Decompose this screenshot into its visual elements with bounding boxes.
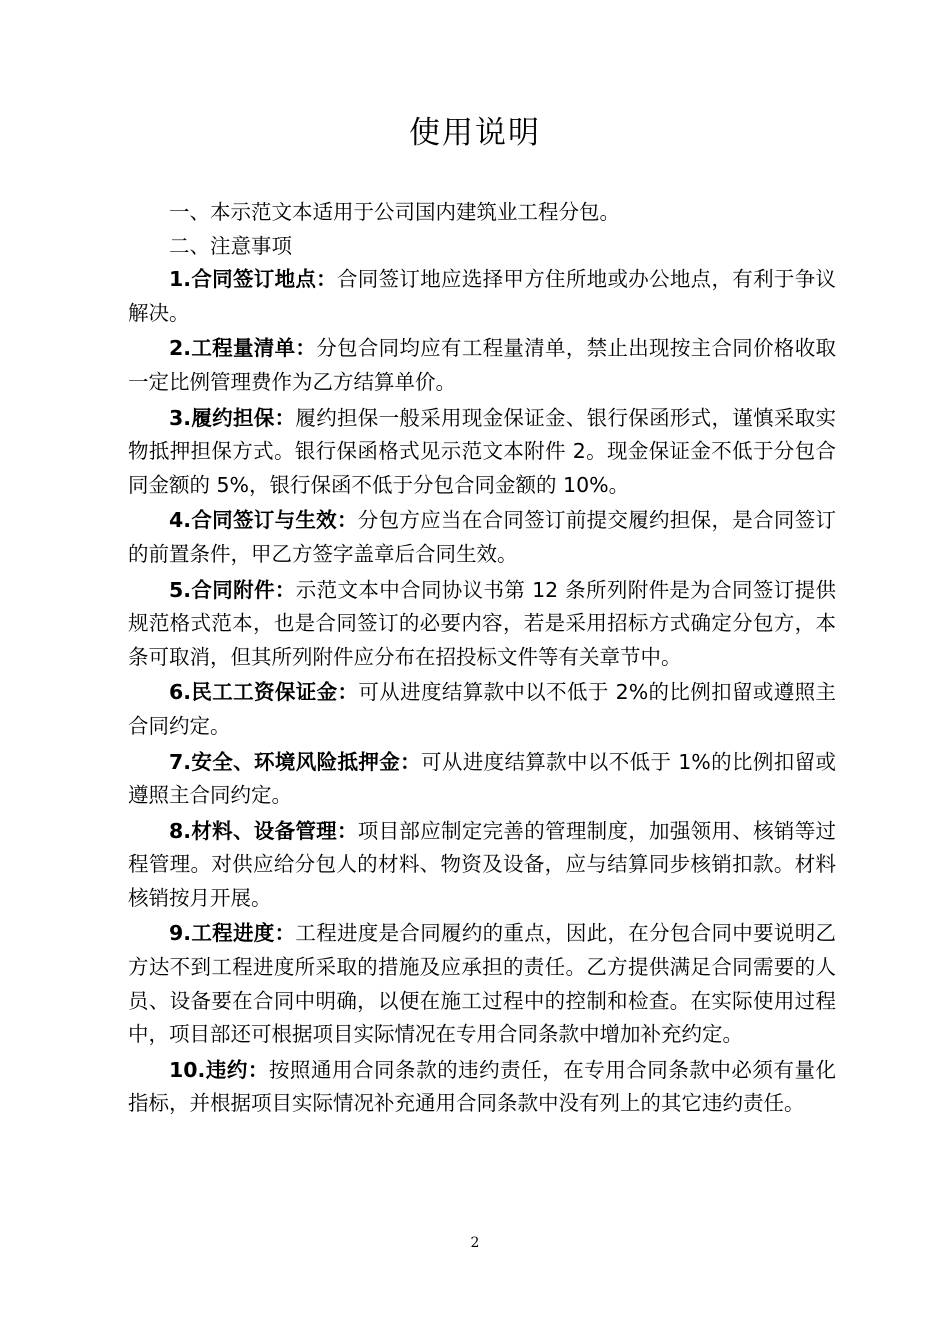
item-text: 履约担保一般采用现金保证金、银行保函形式，谨慎采取实物抵押担保方式。银行保函格式见示范文本附件 2。现金保证金不低于分包合同金额的 5%，银行保函不低于分包合同金额的 10%。 — [128, 405, 836, 497]
item-text: 可从进度结算款中以不低于 2%的比例扣留或遵照主合同约定。 — [128, 680, 836, 738]
item-heading: 4.合同签订与生效： — [169, 508, 358, 533]
page-number: 2 — [470, 1235, 480, 1251]
list-item — [128, 263, 836, 330]
list-item — [128, 676, 836, 743]
list-item — [128, 917, 836, 1051]
item-text: 分包方应当在合同签订前提交履约担保，是合同签订的前置条件，甲乙方签字盖章后合同生效。 — [128, 508, 836, 566]
item-text: 按照通用合同条款的违约责任，在专用合同条款中必须有量化指标，并根据项目实际情况补充通用合同条款中没有列上的其它违约责任。 — [128, 1057, 836, 1116]
item-heading: 9.工程进度： — [169, 921, 296, 946]
intro-paragraph-notes: 二、注意事项 — [169, 233, 292, 258]
document-body — [128, 196, 836, 1121]
item-heading: 10.违约： — [169, 1057, 269, 1082]
list-item — [128, 402, 836, 503]
item-text: 项目部应制定完善的管理制度，加强领用、核销等过程管理。对供应给分包人的材料、物资及设备，应与结算同步核销扣款。材料核销按月开展。 — [128, 818, 836, 910]
item-heading: 7.安全、环境风险抵押金： — [169, 749, 421, 774]
item-text: 分包合同均应有工程量清单，禁止出现按主合同价格收取一定比例管理费作为乙方结算单价。 — [128, 336, 836, 394]
item-heading: 3.履约担保： — [169, 405, 296, 430]
item-text: 合同签订地应选择甲方住所地或办公地点，有利于争议解决。 — [128, 267, 837, 325]
item-text: 可从进度结算款中以不低于 1%的比例扣留或遵照主合同约定。 — [128, 749, 836, 808]
item-heading: 6.民工工资保证金： — [169, 680, 359, 705]
item-heading: 5.合同附件： — [169, 577, 296, 602]
item-heading: 2.工程量清单： — [169, 336, 317, 361]
item-heading: 8.材料、设备管理： — [169, 818, 358, 843]
list-item — [128, 1054, 836, 1121]
list-item — [128, 574, 836, 675]
intro-paragraph-scope: 一、本示范文本适用于公司国内建筑业工程分包。 — [169, 200, 620, 224]
item-text: 工程进度是合同履约的重点，因此，在分包合同中要说明乙方达不到工程进度所采取的措施及应承担的责任。乙方提供满足合同需要的人员、设备要在合同中明确，以便在施工过程中的控制和检查。在实际使用过程中，项目部还可根据项目实际情况在专用合同条款中增加补充约定。 — [128, 921, 836, 1047]
list-item — [128, 504, 836, 571]
list-item — [128, 332, 836, 399]
list-item — [128, 746, 836, 813]
item-text: 示范文本中合同协议书第 12 条所列附件是为合同签订提供规范格式范本，也是合同签订的必要内容，若是采用招标方式确定分包方，本条可取消，但其所列附件应分布在招投标文件等有关章节中。 — [128, 577, 836, 669]
page-title: 使用说明 — [409, 115, 541, 151]
item-heading: 1.合同签订地点： — [169, 267, 337, 292]
list-item — [128, 815, 836, 916]
